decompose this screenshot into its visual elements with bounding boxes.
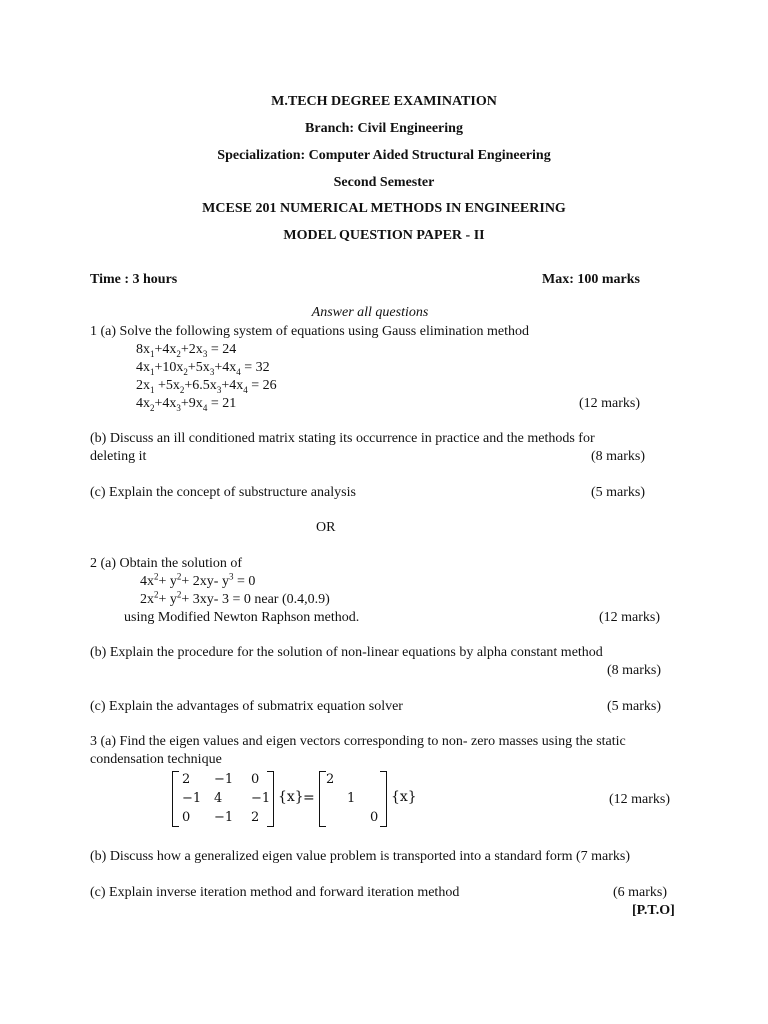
k-matrix-cell-3-2: −1 <box>214 810 234 825</box>
paper-title: MODEL QUESTION PAPER - II <box>283 228 485 243</box>
semester: Second Semester <box>333 175 435 190</box>
q1-equation-2: $4x_1+10x_2+5x_3+4x_4 = 32$ <box>136 360 270 377</box>
specialization: Specialization: Computer Aided Structural Engineering <box>217 148 551 163</box>
m-matrix-left-bracket <box>319 771 326 827</box>
k-matrix-left-bracket <box>172 771 179 827</box>
instruction: Answer all questions <box>311 305 429 320</box>
q1b-text-line1: (b) Discuss an ill conditioned matrix stating its occurrence in practice and the methods for <box>90 431 595 446</box>
vector-x-1: {x} <box>278 789 304 805</box>
m-matrix-cell-1-1: 2 <box>326 772 335 787</box>
vector-x-2: {x} <box>391 789 417 805</box>
q3c-text: (c) Explain inverse iteration method and forward iteration method <box>90 885 460 900</box>
k-matrix-cell-3-1: 0 <box>182 810 191 825</box>
q2-equation-2: $2x^2+ y^2+ 3xy-$ 3 = 0 near (0.4,0.9) <box>140 589 330 607</box>
k-matrix-cell-1-2: −1 <box>214 772 234 787</box>
q2a-text: 2 (a) Obtain the solution of <box>90 556 243 571</box>
k-matrix-cell-2-3: −1 <box>251 791 271 806</box>
k-matrix-cell-3-3: 2 <box>251 810 260 825</box>
q1a-marks: (12 marks) <box>579 396 641 411</box>
m-matrix-cell-3-3: 0 <box>370 810 379 825</box>
q1-equation-3: $2x_1 +5x_2+6.5x_3+4x_4 = 26$ <box>136 378 277 395</box>
q1b-marks: (8 marks) <box>591 449 646 464</box>
pto-label: [P.T.O] <box>632 903 675 918</box>
q3a-marks: (12 marks) <box>609 792 671 807</box>
q1b-text-line2: deleting it <box>90 449 147 464</box>
q2c-marks: (5 marks) <box>607 699 662 714</box>
branch: Branch: Civil Engineering <box>305 121 463 136</box>
k-matrix-cell-2-2: 4 <box>214 791 223 806</box>
time-label: Time : 3 hours <box>90 272 178 287</box>
q3b-text: (b) Discuss how a generalized eigen value problem is transported into a standard form (7 marks) <box>90 849 630 864</box>
or-separator: OR <box>316 520 336 535</box>
q2a-method: using Modified Newton Raphson method. <box>124 610 360 625</box>
q3a-text-line1: 3 (a) Find the eigen values and eigen vectors corresponding to non- zero masses using the static <box>90 734 626 749</box>
m-matrix-cell-2-2: 1 <box>347 791 356 806</box>
q2b-marks: (8 marks) <box>607 663 662 678</box>
q1a-text: 1 (a) Solve the following system of equations using Gauss elimination method <box>90 324 529 339</box>
exam-title: M.TECH DEGREE EXAMINATION <box>271 94 497 109</box>
q2a-marks: (12 marks) <box>599 610 661 625</box>
q2b-text: (b) Explain the procedure for the solution of non-linear equations by alpha constant method <box>90 645 603 660</box>
q1-equation-1: $8x_1+4x_2+2x_3 = 24$ <box>136 342 237 359</box>
q1c-text: (c) Explain the concept of substructure analysis <box>90 485 356 500</box>
q1-equation-4: $4x_2+4x_3+9x_4 = 21$ <box>136 396 237 413</box>
k-matrix-cell-1-3: 0 <box>251 772 260 787</box>
q3c-marks: (6 marks) <box>613 885 668 900</box>
q3a-text-line2: condensation technique <box>90 752 222 767</box>
m-matrix-right-bracket <box>380 771 387 827</box>
q2c-text: (c) Explain the advantages of submatrix equation solver <box>90 699 403 714</box>
k-matrix-cell-2-1: −1 <box>182 791 202 806</box>
q1c-marks: (5 marks) <box>591 485 646 500</box>
max-marks-label: Max: 100 marks <box>542 272 640 287</box>
equals-sign: = <box>303 790 315 806</box>
q2-equation-1: $4x^2+ y^2+ 2xy-$ $y^3 = 0$ <box>140 571 256 589</box>
k-matrix-cell-1-1: 2 <box>182 772 191 787</box>
course-title: MCESE 201 NUMERICAL METHODS IN ENGINEERING <box>202 201 566 216</box>
